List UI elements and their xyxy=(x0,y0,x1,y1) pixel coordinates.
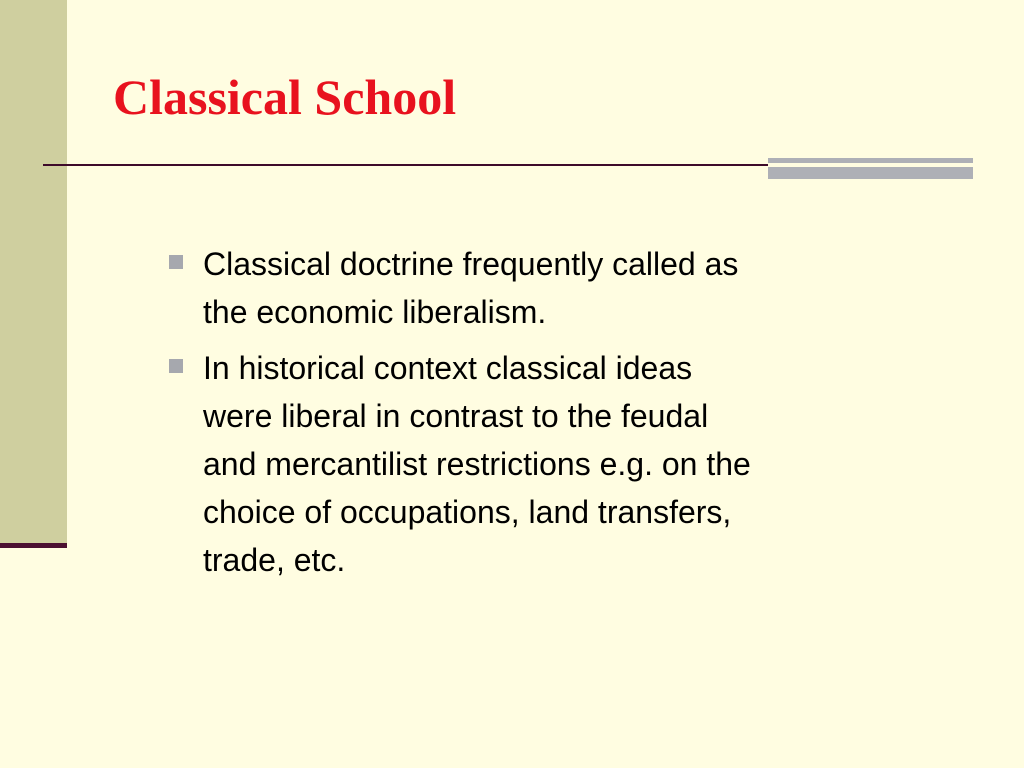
left-decorative-bar xyxy=(0,0,67,543)
title-divider xyxy=(43,164,773,166)
title-accent-bars xyxy=(768,158,973,179)
bullet-text-line: In historical context classical ideas xyxy=(203,350,693,386)
bullet-item xyxy=(167,240,897,336)
bullet-text-line: Classical doctrine frequently called as xyxy=(203,246,739,282)
square-bullet-icon xyxy=(169,255,183,269)
bullet-text-line: trade, etc. xyxy=(203,542,346,578)
bullet-text-line: and mercantilist restrictions e.g. on the xyxy=(203,446,751,482)
bullet-text-line: choice of occupations, land transfers, xyxy=(203,494,732,530)
slide-title: Classical School xyxy=(113,69,457,125)
left-bar-underline xyxy=(0,543,67,548)
square-bullet-icon xyxy=(169,359,183,373)
bullet-text-line: were liberal in contrast to the feudal xyxy=(203,398,709,434)
bullet-item xyxy=(167,344,897,584)
bullet-text-line: the economic liberalism. xyxy=(203,294,547,330)
bullet-list xyxy=(167,240,897,592)
